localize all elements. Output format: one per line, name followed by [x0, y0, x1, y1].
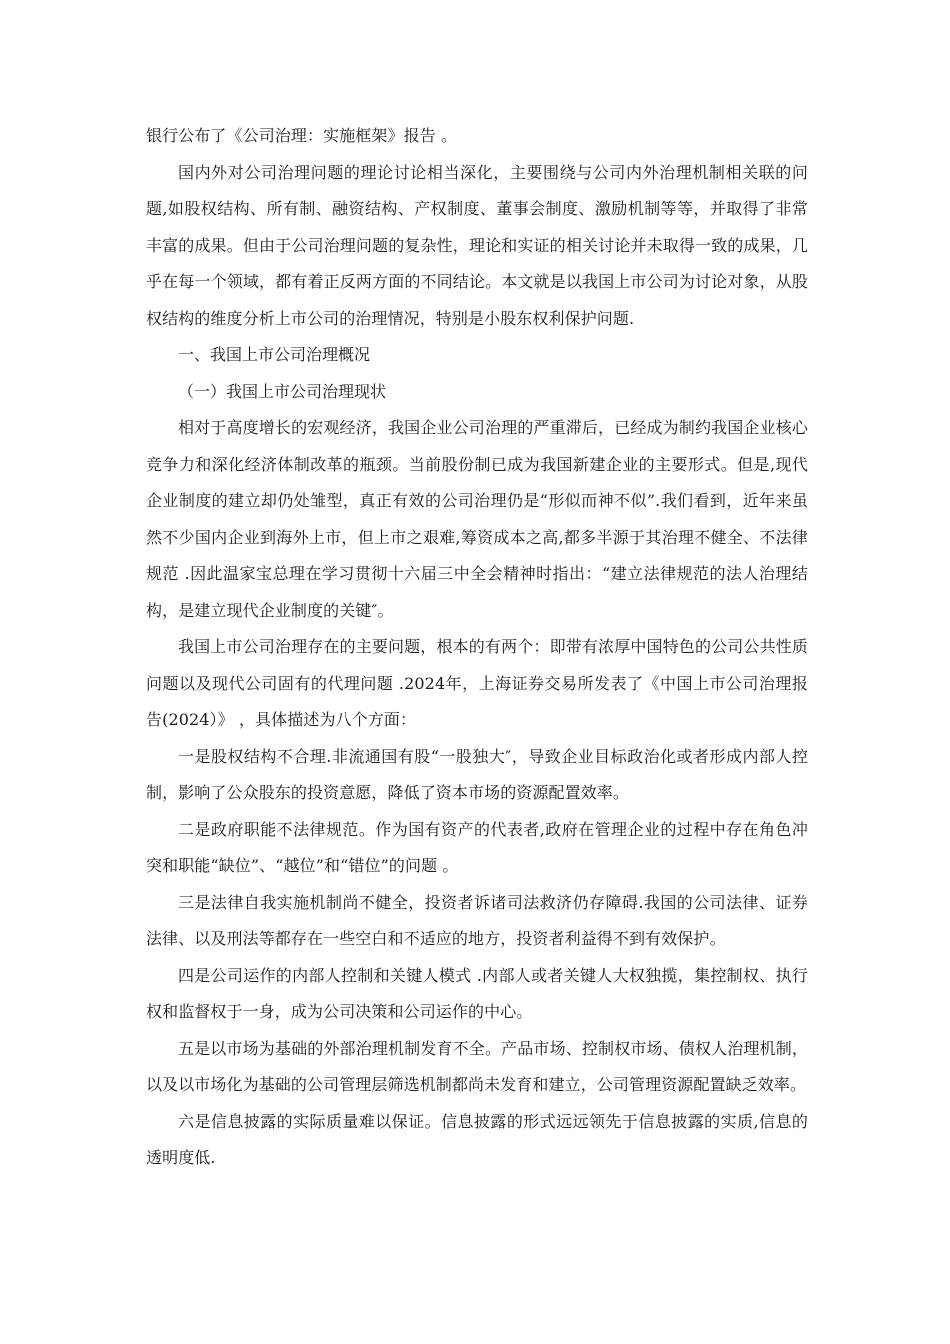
paragraph-continuation: 银行公布了《公司治理：实施框架》报告 。	[146, 126, 458, 145]
paragraph-point-five: 五是以市场为基础的外部治理机制发育不全。产品市场、控制权市场、债权人治理机制，以及以市场化为基础的公司管理层筛选机制都尚未发育和建立，公司管理资源配置缺乏效率。	[146, 1038, 808, 1094]
section-heading: 一、我国上市公司治理概况	[178, 345, 371, 364]
document-body	[146, 118, 808, 1177]
paragraph-main-problems: 我国上市公司治理存在的主要问题，根本的有两个：即带有浓厚中国特色的公司公共性质问题以及现代公司固有的代理问题 .2024年，上海证券交易所发表了《中国上市公司治理报告(2024）》 ，具体描述为八个方面：	[146, 637, 808, 729]
paragraph-point-two: 二是政府职能不法律规范。作为国有资产的代表者,政府在管理企业的过程中存在角色冲突和职能“缺位”、“越位”和“错位”的问题 。	[146, 819, 808, 875]
subsection-heading: （一）我国上市公司治理现状	[178, 381, 387, 401]
paragraph-status: 相对于高度增长的宏观经济，我国企业公司治理的严重滞后，已经成为制约我国企业核心竞争力和深化经济体制改革的瓶颈。当前股份制已成为我国新建企业的主要形式。但是,现代企业制度的建立却仍处雏型，真正有效的公司治理仍是“形似而神不似”.我们看到，近年来虽然不少国内企业到海外上市，但上市之艰难,筹资成本之高,都多半源于其治理不健全、不法律规范 .因此温家宝总理在学习贯彻十六届三中全会精神时指出：“建立法律规范的法人治理结构，是建立现代企业制度的关键″。	[146, 418, 808, 620]
paragraph-point-six: 六是信息披露的实际质量难以保证。信息披露的形式远远领先于信息披露的实质,信息的透明度低.	[146, 1111, 808, 1167]
paragraph-point-one: 一是股权结构不合理.非流通国有股“一股独大″，导致企业目标政治化或者形成内部人控制，影响了公众股东的投资意愿，降低了资本市场的资源配置效率。	[146, 746, 808, 802]
paragraph-point-three: 三是法律自我实施机制尚不健全，投资者诉诸司法救济仍存障碍.我国的公司法律、证券法律、以及刑法等都存在一些空白和不适应的地方，投资者利益得不到有效保护。	[146, 892, 808, 948]
paragraph-intro: 国内外对公司治理问题的理论讨论相当深化，主要围绕与公司内外治理机制相关联的问题,如股权结构、所有制、融资结构、产权制度、董事会制度、激励机制等等，并取得了非常丰富的成果。但由于公司治理问题的复杂性，理论和实证的相关讨论并未取得一致的成果，几乎在每一个领域，都有着正反两方面的不同结论。本文就是以我国上市公司为讨论对象，从股权结构的维度分析上市公司的治理情况，特别是小股东权利保护问题.	[146, 162, 808, 328]
paragraph-point-four: 四是公司运作的内部人控制和关键人模式 .内部人或者关键人大权独揽，集控制权、执行权和监督权于一身，成为公司决策和公司运作的中心。	[146, 965, 808, 1021]
